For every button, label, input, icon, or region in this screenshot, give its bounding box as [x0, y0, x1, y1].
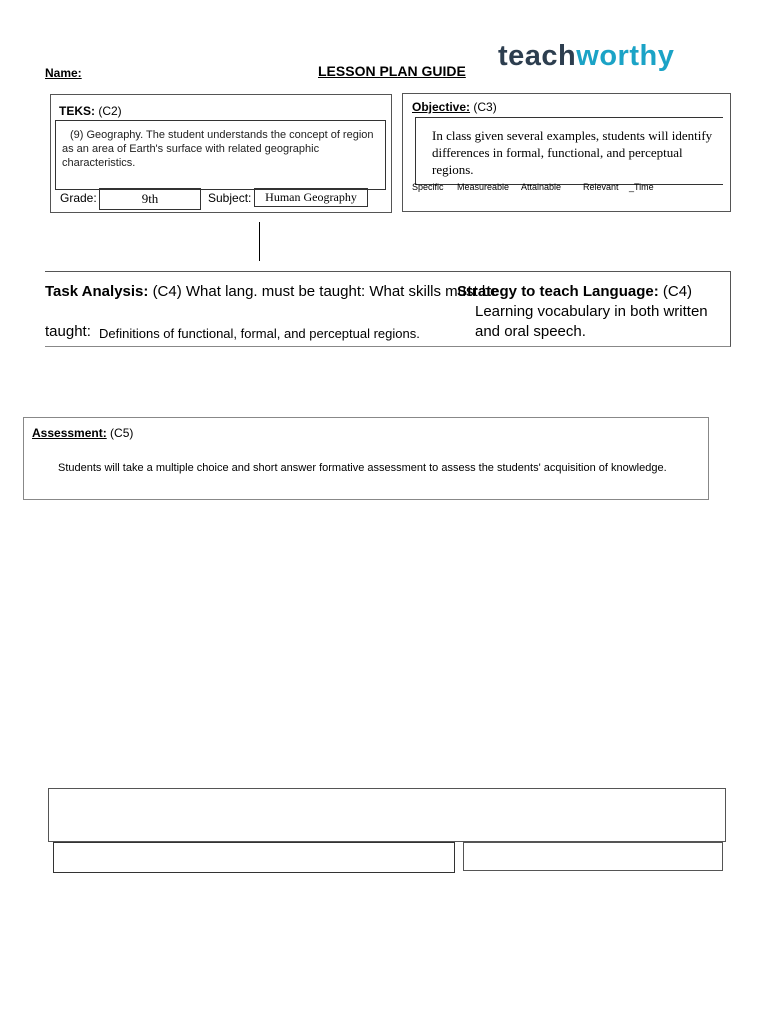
smart-relevant: Relevant [583, 182, 619, 192]
logo-part-worthy: worthy [576, 40, 675, 72]
connector-line [259, 222, 260, 261]
assessment-heading [32, 426, 133, 440]
grade-field[interactable]: 9th [99, 188, 201, 210]
strategy-code: (C4) [662, 283, 693, 300]
objective-code: (C3) [473, 100, 497, 114]
teks-text: (9) Geography. The student understands the concept of region as an area of Earth's surface with related geographic characteristics. [62, 129, 374, 169]
teks-heading [59, 104, 122, 118]
task-analysis-heading [45, 283, 499, 300]
subject-field[interactable]: Human Geography [254, 188, 368, 207]
page-title: LESSON PLAN GUIDE [318, 63, 466, 79]
objective-label: Objective: [412, 100, 471, 114]
teachworthy-logo [498, 40, 674, 73]
strategy-answer[interactable]: Learning vocabulary in both written and oral speech. [475, 303, 708, 340]
name-label: Name: [45, 66, 82, 80]
objective-heading [412, 100, 497, 114]
task-analysis-answer[interactable]: Definitions of functional, formal, and perceptual regions. [99, 326, 420, 341]
task-analysis-prompt: (C4) What lang. must be taught: What skills must be [152, 283, 499, 300]
assessment-text[interactable]: Students will take a multiple choice and short answer formative assessment to assess the students' acquisition of knowledge. [58, 462, 667, 474]
task-analysis-label: Task Analysis: [45, 283, 149, 300]
smart-attainable: Attainable [521, 182, 562, 192]
grade-label: Grade: [60, 191, 97, 205]
logo-part-teach: teach [498, 40, 577, 72]
bottom-right-field[interactable] [463, 842, 723, 871]
smart-measureable: Measureable [457, 182, 510, 192]
bottom-empty-box[interactable] [48, 788, 726, 842]
strategy-label: Strategy to teach Language: [457, 283, 659, 300]
bottom-left-field[interactable] [53, 842, 455, 873]
objective-text: In class given several examples, students will identify differences in formal, functional, and perceptual regions. [432, 128, 713, 177]
assessment-code: (C5) [110, 426, 134, 440]
teks-code: (C2) [98, 104, 122, 118]
smart-specific: Specific [412, 182, 444, 192]
assessment-label: Assessment: [32, 426, 107, 440]
subject-label: Subject: [208, 191, 252, 205]
strategy-heading [457, 283, 692, 300]
task-analysis-prompt-cont: taught: [45, 323, 91, 340]
teks-label: TEKS: [59, 104, 95, 118]
smart-time: _Time [629, 182, 654, 192]
